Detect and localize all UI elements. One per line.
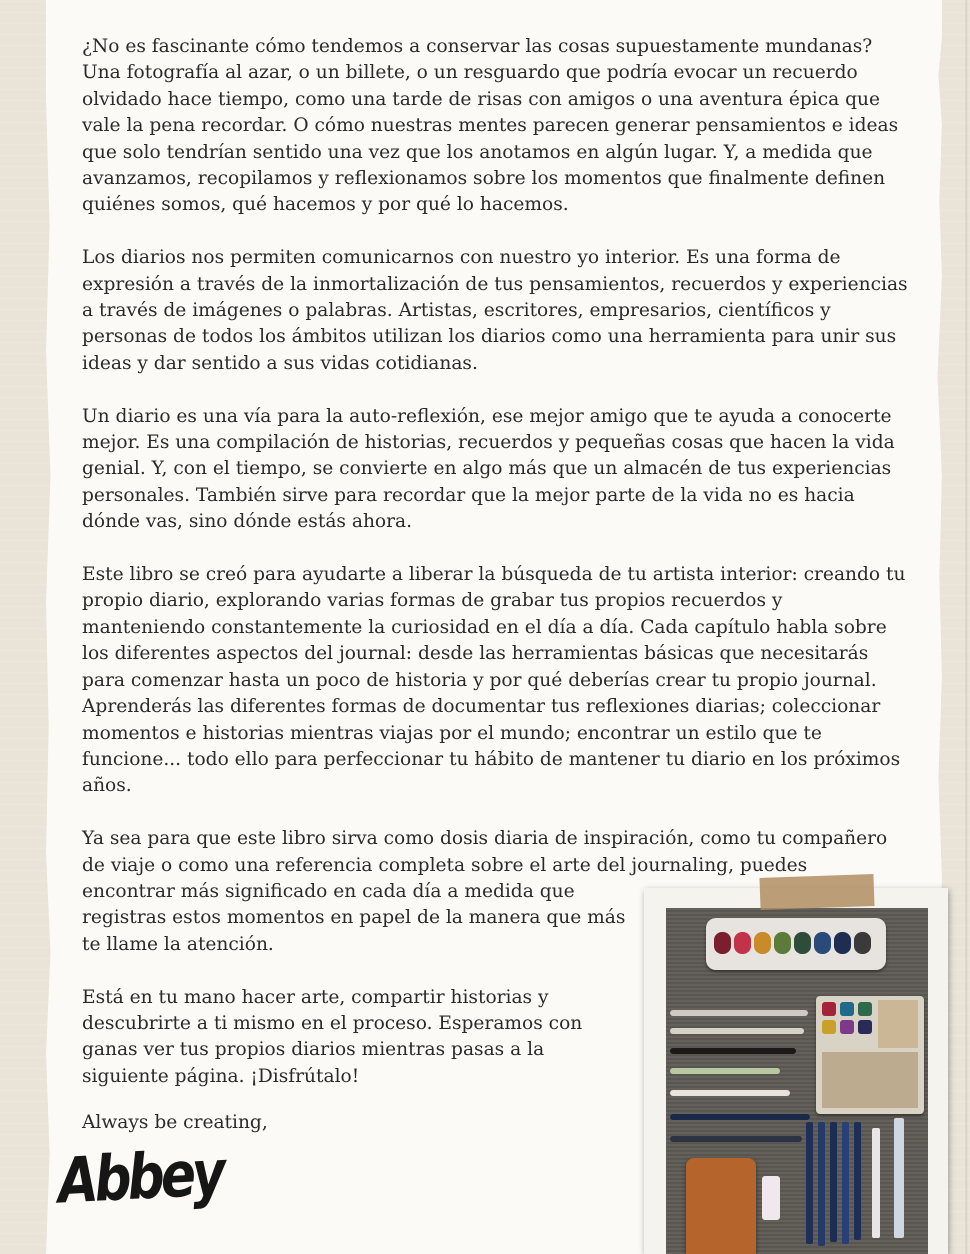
paragraph-1: ¿No es fascinante cómo tendemos a conservar las cosas supuestamente mundanas? Una fotografía al azar, o un billete, o un resguardo que podría evocar un recuerdo olvidado hace tiempo, como una tarde de risas con amigos o una aventura épica que vale la pena recordar. O cómo nuestras mentes parecen generar pensamientos e ideas que solo tendrían sentido una vez que los anotamos en algún lugar. Y, a medida que avanzamos, recopilamos y reflexionamos sobre los momentos que finalmente definen quiénes somos, qué hacemos y por qué lo hacemos.	[82, 36, 899, 216]
pen	[670, 1068, 780, 1074]
paragraph-6: Está en tu mano hacer arte, compartir historias y descubrirte a ti mismo en el proceso. Esperamos con ganas ver tus propios diarios mientras pasas a la siguiente página. ¡Disfrútalo!	[82, 986, 583, 1087]
pen	[670, 1010, 808, 1016]
paragraph-5-top: Ya sea para que este libro sirva como dosis diaria de inspiración, como tu compañero de viaje o como una referencia completa sobre el arte del journaling, puedes	[82, 828, 888, 876]
watercolor-tin	[816, 996, 924, 1114]
pen	[670, 1114, 810, 1120]
signature: Abbey	[56, 1137, 224, 1219]
paragraph-4: Este libro se creó para ayudarte a liberar la búsqueda de tu artista interior: creando tu propio diario, explorando varias formas de grabar tus propios recuerdos y manteniendo constantemente la curiosidad en el día a día. Cada capítulo habla sobre los diferentes aspectos del journal: desde las herramientas básicas que necesitarás para comenzar hasta un poco de historia y por qué deberías crear tu propio journal. Aprenderás las diferentes formas de documentar tus reflexiones diarias; coleccionar momentos e historias mientras viajas por el mundo; encontrar un estilo que te funcione... todo ello para perfeccionar tu hábito de mantener tu diario en los próximos años.	[82, 564, 906, 797]
photo-frame	[644, 888, 948, 1254]
watercolor-palette	[706, 918, 886, 970]
art-supplies-photo	[666, 908, 928, 1254]
leather-case	[686, 1158, 756, 1254]
pencil	[872, 1128, 880, 1238]
paragraph-3: Un diario es una vía para la auto-reflexión, ese mejor amigo que te ayuda a conocerte mejor. Es una compilación de historias, recuerdos y pequeñas cosas que hacen la vida genial. Y, con el tiempo, se convierte en algo más que un almacén de tus experiencias personales. También sirve para recordar que la mejor parte de la vida no es hacia dónde vas, sino dónde estás ahora.	[82, 405, 895, 533]
signoff: Always be creating,	[82, 1112, 268, 1133]
pencil	[830, 1122, 837, 1242]
pen	[670, 1048, 796, 1054]
pen	[670, 1090, 790, 1096]
pencil	[818, 1122, 825, 1246]
pencil	[842, 1122, 849, 1244]
paragraph-2: Los diarios nos permiten comunicarnos con nuestro yo interior. Es una forma de expresión a través de la inmortalización de tus pensamientos, recuerdos y experiencias a través de imágenes o palabras. Artistas, escritores, empresarios, científicos y personas de todos los ámbitos utilizan los diarios como una herramienta para unir sus ideas y dar sentido a sus vidas cotidianas.	[82, 247, 908, 374]
pencil	[806, 1122, 813, 1244]
tape-strip	[759, 874, 874, 910]
water-brush	[894, 1118, 904, 1238]
eraser	[762, 1176, 780, 1220]
pen	[670, 1136, 802, 1142]
paragraph-5-continued: encontrar más significado en cada día a medida que registras estos momentos en papel de la manera que más te llame la atención.	[82, 880, 626, 955]
pencil	[854, 1122, 861, 1240]
pen	[670, 1028, 804, 1034]
paragraph-5	[82, 826, 908, 879]
